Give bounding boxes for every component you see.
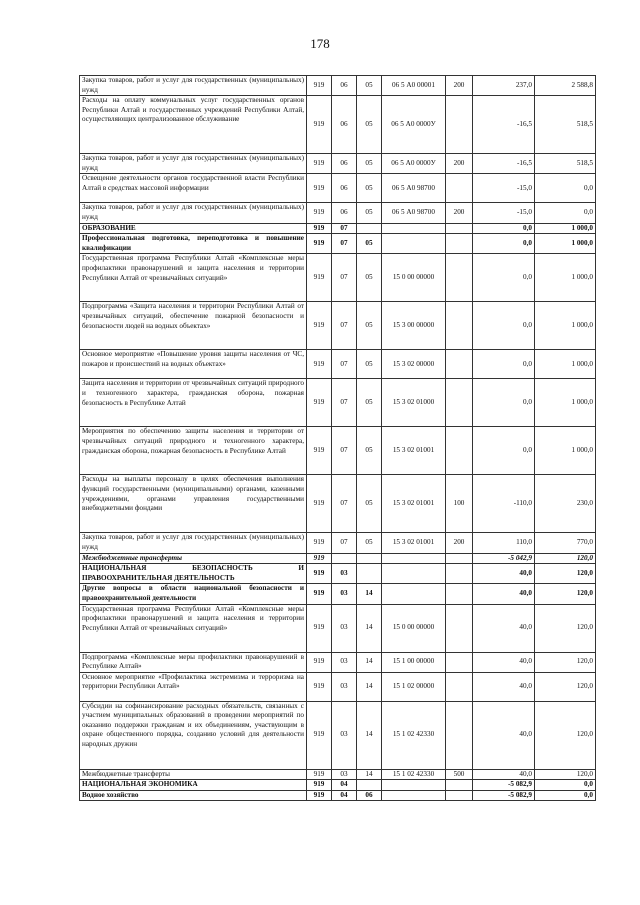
section-code-cell: 03 (332, 769, 357, 780)
target-article-cell (382, 780, 446, 791)
row-name-cell: Профессиональная подготовка, переподготовка и повышение квалификации (80, 234, 307, 254)
row-name-cell: Подпрограмма «Защита населения и территории Республики Алтай от чрезвычайных ситуаций, обеспечение пожарной безопасности и безопасности людей на водных объектах» (80, 302, 307, 350)
row-name-cell: ОБРАЗОВАНИЕ (80, 223, 307, 234)
row-name-cell: Закупка товаров, работ и услуг для государственных (муниципальных) нужд (80, 76, 307, 96)
amount-total-cell: 120,0 (535, 553, 596, 564)
expense-type-cell (446, 553, 473, 564)
kvsr-code-cell: 919 (307, 780, 332, 791)
table-row (80, 174, 596, 203)
table-row (80, 790, 596, 801)
table-row (80, 769, 596, 780)
amount-total-cell: 120,0 (535, 769, 596, 780)
amount-total-cell: 120,0 (535, 604, 596, 652)
section-code-cell: 03 (332, 701, 357, 769)
section-code-cell: 06 (332, 96, 357, 154)
table-row (80, 475, 596, 533)
target-article-cell: 06 5 А0 0000У (382, 154, 446, 174)
amount-total-cell: 770,0 (535, 533, 596, 553)
expense-type-cell (446, 379, 473, 427)
section-code-cell: 07 (332, 223, 357, 234)
row-name-cell: Расходы на выплаты персоналу в целях обеспечения выполнения функций государственными (муниципальными) органами, казенными учреждениями, органами управления государственными внебюджетными фондами (80, 475, 307, 533)
amount-total-cell: 0,0 (535, 174, 596, 203)
subsection-code-cell: 14 (357, 672, 382, 701)
section-code-cell: 04 (332, 790, 357, 801)
row-name-cell: Государственная программа Республики Алтай «Комплексные меры профилактики правонарушений и защита населения и территории Республики Алтай от чрезвычайных ситуаций» (80, 604, 307, 652)
target-article-cell: 15 3 02 01001 (382, 427, 446, 475)
row-name-cell: Расходы на оплату коммунальных услуг государственных органов Республики Алтай и государственных учреждений Республики Алтай, осуществляющих централизованное обслуживание (80, 96, 307, 154)
amount-change-cell: -5 082,9 (473, 790, 535, 801)
amount-change-cell: 40,0 (473, 652, 535, 672)
row-name-cell: Водное хозяйство (80, 790, 307, 801)
subsection-code-cell: 05 (357, 533, 382, 553)
subsection-code-cell: 05 (357, 379, 382, 427)
amount-change-cell: -15,0 (473, 203, 535, 223)
expense-type-cell (446, 604, 473, 652)
budget-table (79, 75, 596, 801)
kvsr-code-cell: 919 (307, 553, 332, 564)
amount-change-cell: 0,0 (473, 350, 535, 379)
kvsr-code-cell: 919 (307, 564, 332, 584)
section-code-cell: 06 (332, 174, 357, 203)
amount-change-cell: 40,0 (473, 672, 535, 701)
kvsr-code-cell: 919 (307, 76, 332, 96)
kvsr-code-cell: 919 (307, 154, 332, 174)
row-name-cell: Закупка товаров, работ и услуг для государственных (муниципальных) нужд (80, 203, 307, 223)
row-name-cell: Межбюджетные трансферты (80, 769, 307, 780)
section-code-cell: 07 (332, 234, 357, 254)
target-article-cell: 06 5 А0 98700 (382, 203, 446, 223)
subsection-code-cell: 05 (357, 76, 382, 96)
subsection-code-cell: 06 (357, 790, 382, 801)
kvsr-code-cell: 919 (307, 223, 332, 234)
amount-change-cell: 110,0 (473, 533, 535, 553)
row-name-cell: Другие вопросы в области национальной безопасности и правоохранительной деятельности (80, 584, 307, 604)
expense-type-cell (446, 427, 473, 475)
section-code-cell: 07 (332, 475, 357, 533)
kvsr-code-cell: 919 (307, 427, 332, 475)
table-row (80, 76, 596, 96)
subsection-code-cell: 14 (357, 584, 382, 604)
amount-total-cell: 1 000,0 (535, 350, 596, 379)
section-code-cell: 03 (332, 604, 357, 652)
expense-type-cell (446, 174, 473, 203)
section-code-cell: 07 (332, 254, 357, 302)
subsection-code-cell: 05 (357, 350, 382, 379)
section-code-cell: 03 (332, 652, 357, 672)
target-article-cell (382, 223, 446, 234)
amount-total-cell: 120,0 (535, 584, 596, 604)
section-code-cell: 06 (332, 154, 357, 174)
kvsr-code-cell: 919 (307, 533, 332, 553)
amount-total-cell: 120,0 (535, 652, 596, 672)
kvsr-code-cell: 919 (307, 379, 332, 427)
table-row (80, 780, 596, 791)
section-code-cell: 06 (332, 76, 357, 96)
subsection-code-cell: 05 (357, 154, 382, 174)
amount-total-cell: 2 588,8 (535, 76, 596, 96)
row-name-cell: Межбюджетные трансферты (80, 553, 307, 564)
amount-change-cell: 0,0 (473, 379, 535, 427)
amount-total-cell: 230,0 (535, 475, 596, 533)
section-code-cell: 03 (332, 584, 357, 604)
section-code-cell: 07 (332, 302, 357, 350)
amount-change-cell: -110,0 (473, 475, 535, 533)
row-name-cell: Закупка товаров, работ и услуг для государственных (муниципальных) нужд (80, 533, 307, 553)
amount-total-cell: 518,5 (535, 154, 596, 174)
kvsr-code-cell: 919 (307, 234, 332, 254)
target-article-cell: 15 3 02 01000 (382, 379, 446, 427)
amount-total-cell: 0,0 (535, 790, 596, 801)
expense-type-cell (446, 790, 473, 801)
expense-type-cell (446, 96, 473, 154)
subsection-code-cell (357, 553, 382, 564)
table-row (80, 234, 596, 254)
kvsr-code-cell: 919 (307, 254, 332, 302)
table-row (80, 350, 596, 379)
amount-change-cell: -16,5 (473, 154, 535, 174)
kvsr-code-cell: 919 (307, 350, 332, 379)
target-article-cell: 15 3 00 00000 (382, 302, 446, 350)
amount-total-cell: 1 000,0 (535, 223, 596, 234)
amount-change-cell: 40,0 (473, 701, 535, 769)
kvsr-code-cell: 919 (307, 96, 332, 154)
amount-total-cell: 1 000,0 (535, 234, 596, 254)
target-article-cell (382, 553, 446, 564)
amount-change-cell: 40,0 (473, 769, 535, 780)
expense-type-cell (446, 350, 473, 379)
amount-total-cell: 0,0 (535, 203, 596, 223)
subsection-code-cell (357, 780, 382, 791)
expense-type-cell (446, 780, 473, 791)
section-code-cell: 03 (332, 564, 357, 584)
target-article-cell: 15 1 02 42330 (382, 769, 446, 780)
amount-change-cell: -5 082,9 (473, 780, 535, 791)
amount-total-cell: 1 000,0 (535, 427, 596, 475)
target-article-cell: 15 1 00 00000 (382, 652, 446, 672)
expense-type-cell (446, 701, 473, 769)
section-code-cell: 03 (332, 672, 357, 701)
subsection-code-cell: 05 (357, 475, 382, 533)
kvsr-code-cell: 919 (307, 302, 332, 350)
target-article-cell (382, 790, 446, 801)
target-article-cell (382, 584, 446, 604)
table-row (80, 427, 596, 475)
kvsr-code-cell: 919 (307, 203, 332, 223)
amount-total-cell: 1 000,0 (535, 254, 596, 302)
table-row (80, 203, 596, 223)
row-name-cell: Основное мероприятие «Повышение уровня защиты населения от ЧС, пожаров и происшествий на водных объектах» (80, 350, 307, 379)
table-row (80, 553, 596, 564)
table-row (80, 96, 596, 154)
amount-change-cell: 40,0 (473, 604, 535, 652)
table-row (80, 254, 596, 302)
row-name-cell: Мероприятия по обеспечению защиты населения и территории от чрезвычайных ситуаций природного и техногенного характера, гражданская оборона, пожарная безопасность в Республике Алтай (80, 427, 307, 475)
subsection-code-cell: 05 (357, 302, 382, 350)
expense-type-cell (446, 302, 473, 350)
kvsr-code-cell: 919 (307, 701, 332, 769)
kvsr-code-cell: 919 (307, 652, 332, 672)
subsection-code-cell: 14 (357, 604, 382, 652)
amount-change-cell: -5 042,9 (473, 553, 535, 564)
kvsr-code-cell: 919 (307, 769, 332, 780)
row-name-cell: НАЦИОНАЛЬНАЯ ЭКОНОМИКА (80, 780, 307, 791)
amount-total-cell: 518,5 (535, 96, 596, 154)
amount-change-cell: -16,5 (473, 96, 535, 154)
expense-type-cell: 200 (446, 76, 473, 96)
amount-total-cell: 1 000,0 (535, 379, 596, 427)
subsection-code-cell: 05 (357, 174, 382, 203)
target-article-cell: 06 5 А0 00001 (382, 76, 446, 96)
section-code-cell: 07 (332, 427, 357, 475)
target-article-cell (382, 564, 446, 584)
expense-type-cell (446, 223, 473, 234)
table-row (80, 652, 596, 672)
amount-total-cell: 120,0 (535, 701, 596, 769)
expense-type-cell: 200 (446, 154, 473, 174)
section-code-cell (332, 553, 357, 564)
table-row (80, 701, 596, 769)
table-row (80, 302, 596, 350)
table-row (80, 533, 596, 553)
amount-total-cell: 120,0 (535, 672, 596, 701)
amount-total-cell: 1 000,0 (535, 302, 596, 350)
table-row (80, 379, 596, 427)
amount-change-cell: 237,0 (473, 76, 535, 96)
target-article-cell: 06 5 А0 98700 (382, 174, 446, 203)
subsection-code-cell: 05 (357, 96, 382, 154)
section-code-cell: 04 (332, 780, 357, 791)
expense-type-cell (446, 564, 473, 584)
target-article-cell (382, 234, 446, 254)
table-row (80, 672, 596, 701)
amount-change-cell: -15,0 (473, 174, 535, 203)
expense-type-cell: 100 (446, 475, 473, 533)
subsection-code-cell: 14 (357, 769, 382, 780)
table-row (80, 154, 596, 174)
row-name-cell: Закупка товаров, работ и услуг для государственных (муниципальных) нужд (80, 154, 307, 174)
section-code-cell: 07 (332, 350, 357, 379)
kvsr-code-cell: 919 (307, 790, 332, 801)
expense-type-cell (446, 652, 473, 672)
target-article-cell: 15 0 00 00000 (382, 604, 446, 652)
expense-type-cell: 200 (446, 203, 473, 223)
section-code-cell: 06 (332, 203, 357, 223)
amount-total-cell: 0,0 (535, 780, 596, 791)
subsection-code-cell: 05 (357, 203, 382, 223)
amount-change-cell: 0,0 (473, 223, 535, 234)
row-name-cell: Государственная программа Республики Алтай «Комплексные меры профилактики правонарушений и защита населения и территории Республики Алтай от чрезвычайных ситуаций» (80, 254, 307, 302)
target-article-cell: 15 3 02 01001 (382, 533, 446, 553)
section-code-cell: 07 (332, 533, 357, 553)
subsection-code-cell: 05 (357, 234, 382, 254)
kvsr-code-cell: 919 (307, 174, 332, 203)
subsection-code-cell: 05 (357, 254, 382, 302)
expense-type-cell (446, 254, 473, 302)
target-article-cell: 15 3 02 00000 (382, 350, 446, 379)
expense-type-cell (446, 234, 473, 254)
target-article-cell: 15 0 00 00000 (382, 254, 446, 302)
kvsr-code-cell: 919 (307, 584, 332, 604)
row-name-cell: Защита населения и территории от чрезвычайных ситуаций природного и техногенного характера, гражданская оборона, пожарная безопасность в Республике Алтай (80, 379, 307, 427)
subsection-code-cell (357, 223, 382, 234)
expense-type-cell (446, 584, 473, 604)
expense-type-cell: 500 (446, 769, 473, 780)
target-article-cell: 15 3 02 01001 (382, 475, 446, 533)
amount-change-cell: 0,0 (473, 254, 535, 302)
table-row (80, 564, 596, 584)
row-name-cell: Подпрограмма «Комплексные меры профилактики правонарушений в Республике Алтай» (80, 652, 307, 672)
amount-change-cell: 0,0 (473, 302, 535, 350)
expense-type-cell: 200 (446, 533, 473, 553)
subsection-code-cell: 05 (357, 427, 382, 475)
amount-change-cell: 0,0 (473, 234, 535, 254)
table-row (80, 604, 596, 652)
subsection-code-cell: 14 (357, 652, 382, 672)
page-number: 178 (310, 36, 330, 51)
target-article-cell: 15 1 02 42330 (382, 701, 446, 769)
kvsr-code-cell: 919 (307, 604, 332, 652)
table-body (80, 76, 596, 801)
target-article-cell: 15 1 02 00000 (382, 672, 446, 701)
kvsr-code-cell: 919 (307, 475, 332, 533)
amount-total-cell: 120,0 (535, 564, 596, 584)
row-name-cell: Основное мероприятие «Профилактика экстремизма и терроризма на территории Республики Алтай» (80, 672, 307, 701)
amount-change-cell: 40,0 (473, 564, 535, 584)
table-row (80, 584, 596, 604)
section-code-cell: 07 (332, 379, 357, 427)
subsection-code-cell: 14 (357, 701, 382, 769)
row-name-cell: НАЦИОНАЛЬНАЯ БЕЗОПАСНОСТЬ И ПРАВООХРАНИТЕЛЬНАЯ ДЕЯТЕЛЬНОСТЬ (80, 564, 307, 584)
table-row (80, 223, 596, 234)
subsection-code-cell (357, 564, 382, 584)
row-name-cell: Освещение деятельности органов государственной власти Республики Алтай в средствах массовой информации (80, 174, 307, 203)
expense-type-cell (446, 672, 473, 701)
kvsr-code-cell: 919 (307, 672, 332, 701)
amount-change-cell: 0,0 (473, 427, 535, 475)
row-name-cell: Субсидии на софинансирование расходных обязательств, связанных с участием муниципальных образований в проведении мероприятий по оказанию поддержки гражданам и их объединениям, участвующим в охране общественного порядка, созданию условий для деятельности народных дружин (80, 701, 307, 769)
amount-change-cell: 40,0 (473, 584, 535, 604)
target-article-cell: 06 5 А0 0000У (382, 96, 446, 154)
